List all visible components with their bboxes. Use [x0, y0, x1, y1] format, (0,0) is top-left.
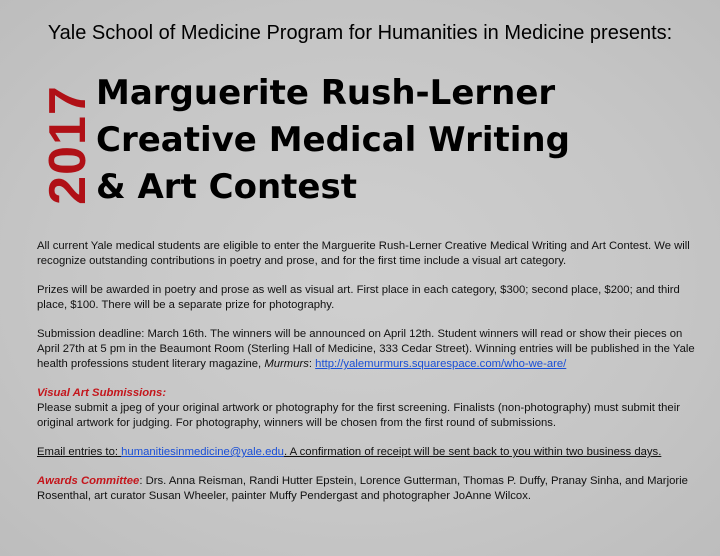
title-line-3: & Art Contest: [96, 167, 357, 207]
visual-heading: Visual Art Submissions:: [37, 387, 167, 399]
visual-text: Please submit a jpeg of your original artwork or photography for the first screening. Finalists (non-photography) must submit their original artwork for judging. For photography, winners will be chosen from the first round of submissions.: [37, 402, 680, 429]
deadline-paragraph: [37, 327, 703, 372]
title-line-2: Creative Medical Writing: [96, 120, 570, 160]
presenter-line: Yale School of Medicine Program for Humanities in Medicine presents:: [47, 22, 673, 44]
title-line-1: Marguerite Rush-Lerner: [96, 73, 556, 113]
deadline-text: Submission deadline: March 16th. The winners will be announced on April 12th. Student winners will read or show their pieces on April 27th at 5 pm in the Beaumont Room (Sterling Hall of Medicine, 333 Cedar Street). Winning entries will be published in the Yale health professions student literary magazine,: [37, 328, 695, 370]
visual-paragraph: [37, 386, 703, 431]
year-text: 2017: [39, 85, 97, 205]
committee-text: : Drs. Anna Reisman, Randi Hutter Epstein, Lorence Gutterman, Thomas P. Duffy, Pranay Sinha, and Marjorie Rosenthal, art curator Susan Wheeler, painter Muffy Pendergast and photographer JoAnne Wilcox.: [37, 475, 688, 502]
email-suffix: . A confirmation of receipt will be sent back to you within two business days.: [283, 446, 662, 458]
contest-title: [96, 70, 696, 211]
magazine-separator: :: [308, 358, 316, 370]
committee-heading: Awards Committee: [37, 475, 140, 487]
email-link[interactable]: humanitiesinmedicine@yale.edu: [121, 446, 284, 458]
magazine-link[interactable]: http://yalemurmurs.squarespace.com/who-we-are/: [315, 358, 567, 370]
body-text: [37, 239, 703, 518]
magazine-name: Murmurs: [264, 358, 309, 370]
email-paragraph: [37, 445, 703, 460]
prizes-paragraph: Prizes will be awarded in poetry and prose as well as visual art. First place in each category, $300; second place, $200; and third place, $100. There will be a separate prize for photography.: [37, 284, 680, 311]
intro-paragraph: All current Yale medical students are eligible to enter the Marguerite Rush-Lerner Creative Medical Writing and Art Contest. We will recognize outstanding contributions in poetry and prose, and for the first time include a visual art category.: [37, 240, 690, 267]
email-prefix: Email entries to:: [37, 446, 122, 458]
year-label: [36, 80, 100, 210]
committee-paragraph: [37, 474, 703, 504]
